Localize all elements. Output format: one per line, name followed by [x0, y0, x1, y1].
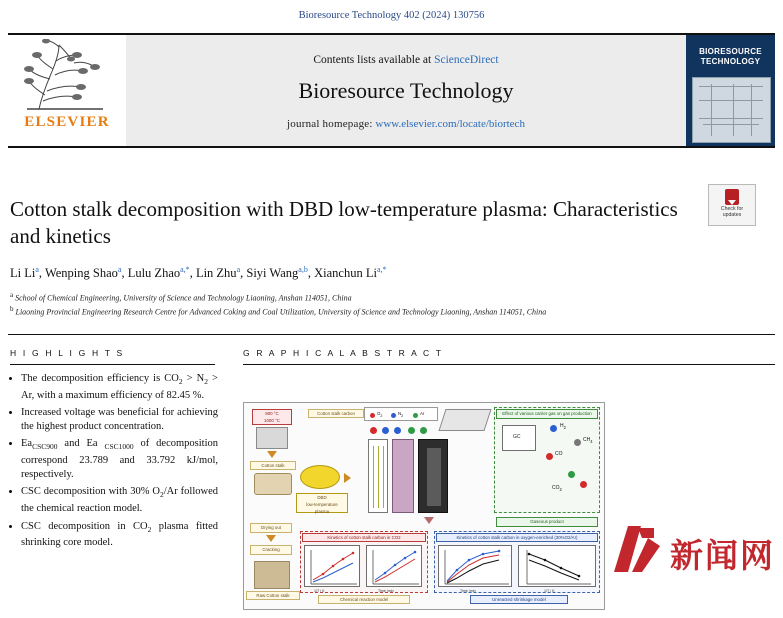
- ga-raw-label: Raw Cotton stalk: [246, 591, 300, 600]
- ga-plot-2-xlabel: Time /min: [378, 589, 394, 593]
- ga-shrinking-model-label: Unreacted shrinkage model: [470, 595, 568, 604]
- running-head: Bioresource Technology 402 (2024) 130756: [298, 10, 485, 21]
- ga-furnace-icon: [256, 427, 288, 449]
- ga-cotton-stalk-carbon-label: Cotton stalk carbon: [308, 409, 364, 418]
- highlights-rule: [10, 364, 215, 365]
- ga-gc-instrument: GC: [502, 425, 536, 451]
- ga-plot-2: [366, 545, 422, 587]
- crossmark-icon: [725, 189, 739, 205]
- list-item: • The decomposition efficiency is $CO_2 > N_2 > Ar$, with a maximum efficiency of 82.45 %.: [21, 372, 218, 402]
- ga-drying-label: Drying out: [250, 523, 292, 533]
- ga-gaseous-product-label: Gaseous product: [496, 517, 598, 527]
- ga-dbd-label: DBD low-temperature plasma: [296, 493, 348, 513]
- page-title: Cotton stalk decomposition with DBD low-temperature plasma: Characteristics and kinetics: [10, 197, 678, 248]
- journal-cover: [686, 35, 775, 146]
- ga-reactor-tube: [368, 439, 388, 513]
- elsevier-tree-icon: [19, 39, 115, 113]
- ga-plasma-glow: [392, 439, 414, 513]
- ga-kinetics-o2-title: Kinetics of cotton stalk carbon in oxygen-enriched (30%O2/Ar): [436, 533, 598, 542]
- ga-reactor-photo: [418, 439, 448, 513]
- cover-artwork: [692, 77, 771, 143]
- crossmark-line1: Check for: [720, 206, 744, 212]
- ga-carrier-gas-title: Effect of various carrier gas on gas production: [496, 409, 598, 419]
- ga-arrow-down-1: [267, 451, 277, 458]
- ga-equipment-photo: [438, 409, 491, 431]
- ga-plot-3-svg: [439, 546, 513, 588]
- journal-masthead: [8, 33, 775, 148]
- ga-arrow-down-3: [424, 517, 434, 524]
- affiliation-a: School of Chemical Engineering, University of Science and Technology Liaoning, Anshan 114051, China: [15, 293, 352, 303]
- contents-prefix: Contents lists available at: [313, 53, 432, 66]
- publisher-name: ELSEVIER: [24, 114, 110, 130]
- crossmark-badge[interactable]: [708, 184, 756, 226]
- ga-arrow-right-1: [344, 473, 351, 483]
- ga-temp-label: 900 °C 1000 °C: [252, 409, 292, 425]
- contents-available-line: [313, 54, 498, 66]
- masthead-center: [126, 35, 686, 146]
- list-item: • CSC decomposition with 30% $O_2/Ar$ followed the chemical reaction model.: [21, 485, 218, 515]
- watermark: [608, 520, 776, 584]
- ga-chemical-model-label: Chemical reaction model: [318, 595, 410, 604]
- list-item: • Increased voltage was beneficial for achieving the highest product concentration.: [21, 406, 218, 433]
- ga-plot-4: [518, 545, 596, 587]
- ga-plot-4-svg: [519, 546, 597, 588]
- journal-title: Bioresource Technology: [298, 77, 514, 103]
- author-list: Li Li$^a$, Wenping Shao$^a$, Lulu Zhao$^{a,*}$, Lin Zhu$^a$, Siyi Wang$^{a,b}$, Xianchun $Li^{a,*}$: [10, 265, 387, 281]
- sciencedirect-link[interactable]: ScienceDirect: [434, 53, 499, 66]
- graphical-abstract-rule: [243, 364, 775, 365]
- affiliations: $^a$ School of Chemical Engineering, University of Science and Technology Liaoning, Anshan 114051, China $^b$ Liaoning Provincial Engineering Research Centre for Advanced Coking and Coal Utilization, University of Science and Technology Liaoning, Anshan 114051, China: [10, 291, 547, 317]
- ga-gas-products: $H_2$ $CH_4$ CO $CO_2$: [544, 423, 596, 507]
- journal-homepage-line: [287, 118, 525, 130]
- ga-cotton-stalk-label: Cotton stalk: [250, 461, 296, 470]
- ga-kinetics-co2-title: Kinetics of cotton stalk carbon in CO2: [302, 533, 426, 542]
- ga-plot-1: [304, 545, 360, 587]
- list-item: • $Ea_{CSC900}$ and Ea $_{CSC1000}$ of decomposition correspond 23.789 and 33.792 kJ/mol, respectively.: [21, 437, 218, 481]
- ga-gas-legend: $O_2$ $N_2$ Ar: [364, 407, 438, 421]
- graphical-abstract-heading: G R A P H I C A L A B S T R A C T: [243, 348, 444, 358]
- graphical-abstract-figure: [243, 402, 605, 610]
- ga-plot-3-xlabel: Time /min: [460, 589, 476, 593]
- ga-arrow-down-2: [266, 535, 276, 542]
- ga-cracking-label: Cracking: [250, 545, 292, 555]
- cover-title: [686, 35, 775, 67]
- watermark-text: 新闻网: [670, 539, 775, 575]
- homepage-link[interactable]: www.elsevier.com/locate/biortech: [375, 117, 525, 130]
- ga-plot-4-xlabel: 1/T / K: [544, 589, 555, 593]
- section-divider: [8, 334, 775, 335]
- ga-raw-stalk-photo: [254, 561, 290, 589]
- ga-stalk-photo: [254, 473, 292, 495]
- highlights-list: [10, 372, 218, 554]
- homepage-label: journal homepage:: [287, 117, 373, 130]
- affiliation-b: Liaoning Provincial Engineering Research Centre for Advanced Coking and Coal Utilization, University of Science and Technology Liaoning, Anshan 114051, China: [15, 307, 547, 317]
- cover-title-line2: TECHNOLOGY: [700, 57, 761, 66]
- crossmark-line2: updates: [722, 212, 742, 218]
- cover-title-line1: BIORESOURCE: [699, 47, 762, 56]
- ga-plasma-disc-icon: [300, 465, 340, 489]
- ga-plot-1-svg: [305, 546, 361, 588]
- ga-gas-dots: [368, 425, 434, 437]
- list-item: • CSC decomposition in $CO_2$ plasma fitted shrinking core model.: [21, 520, 218, 550]
- publisher-logo: [8, 35, 126, 146]
- ga-plot-3: [438, 545, 512, 587]
- ga-plot-2-svg: [367, 546, 423, 588]
- ga-plot-1-xlabel: 1/T / K: [314, 589, 325, 593]
- highlights-heading: H I G H L I G H T S: [10, 348, 125, 358]
- watermark-logo-icon: [608, 522, 666, 578]
